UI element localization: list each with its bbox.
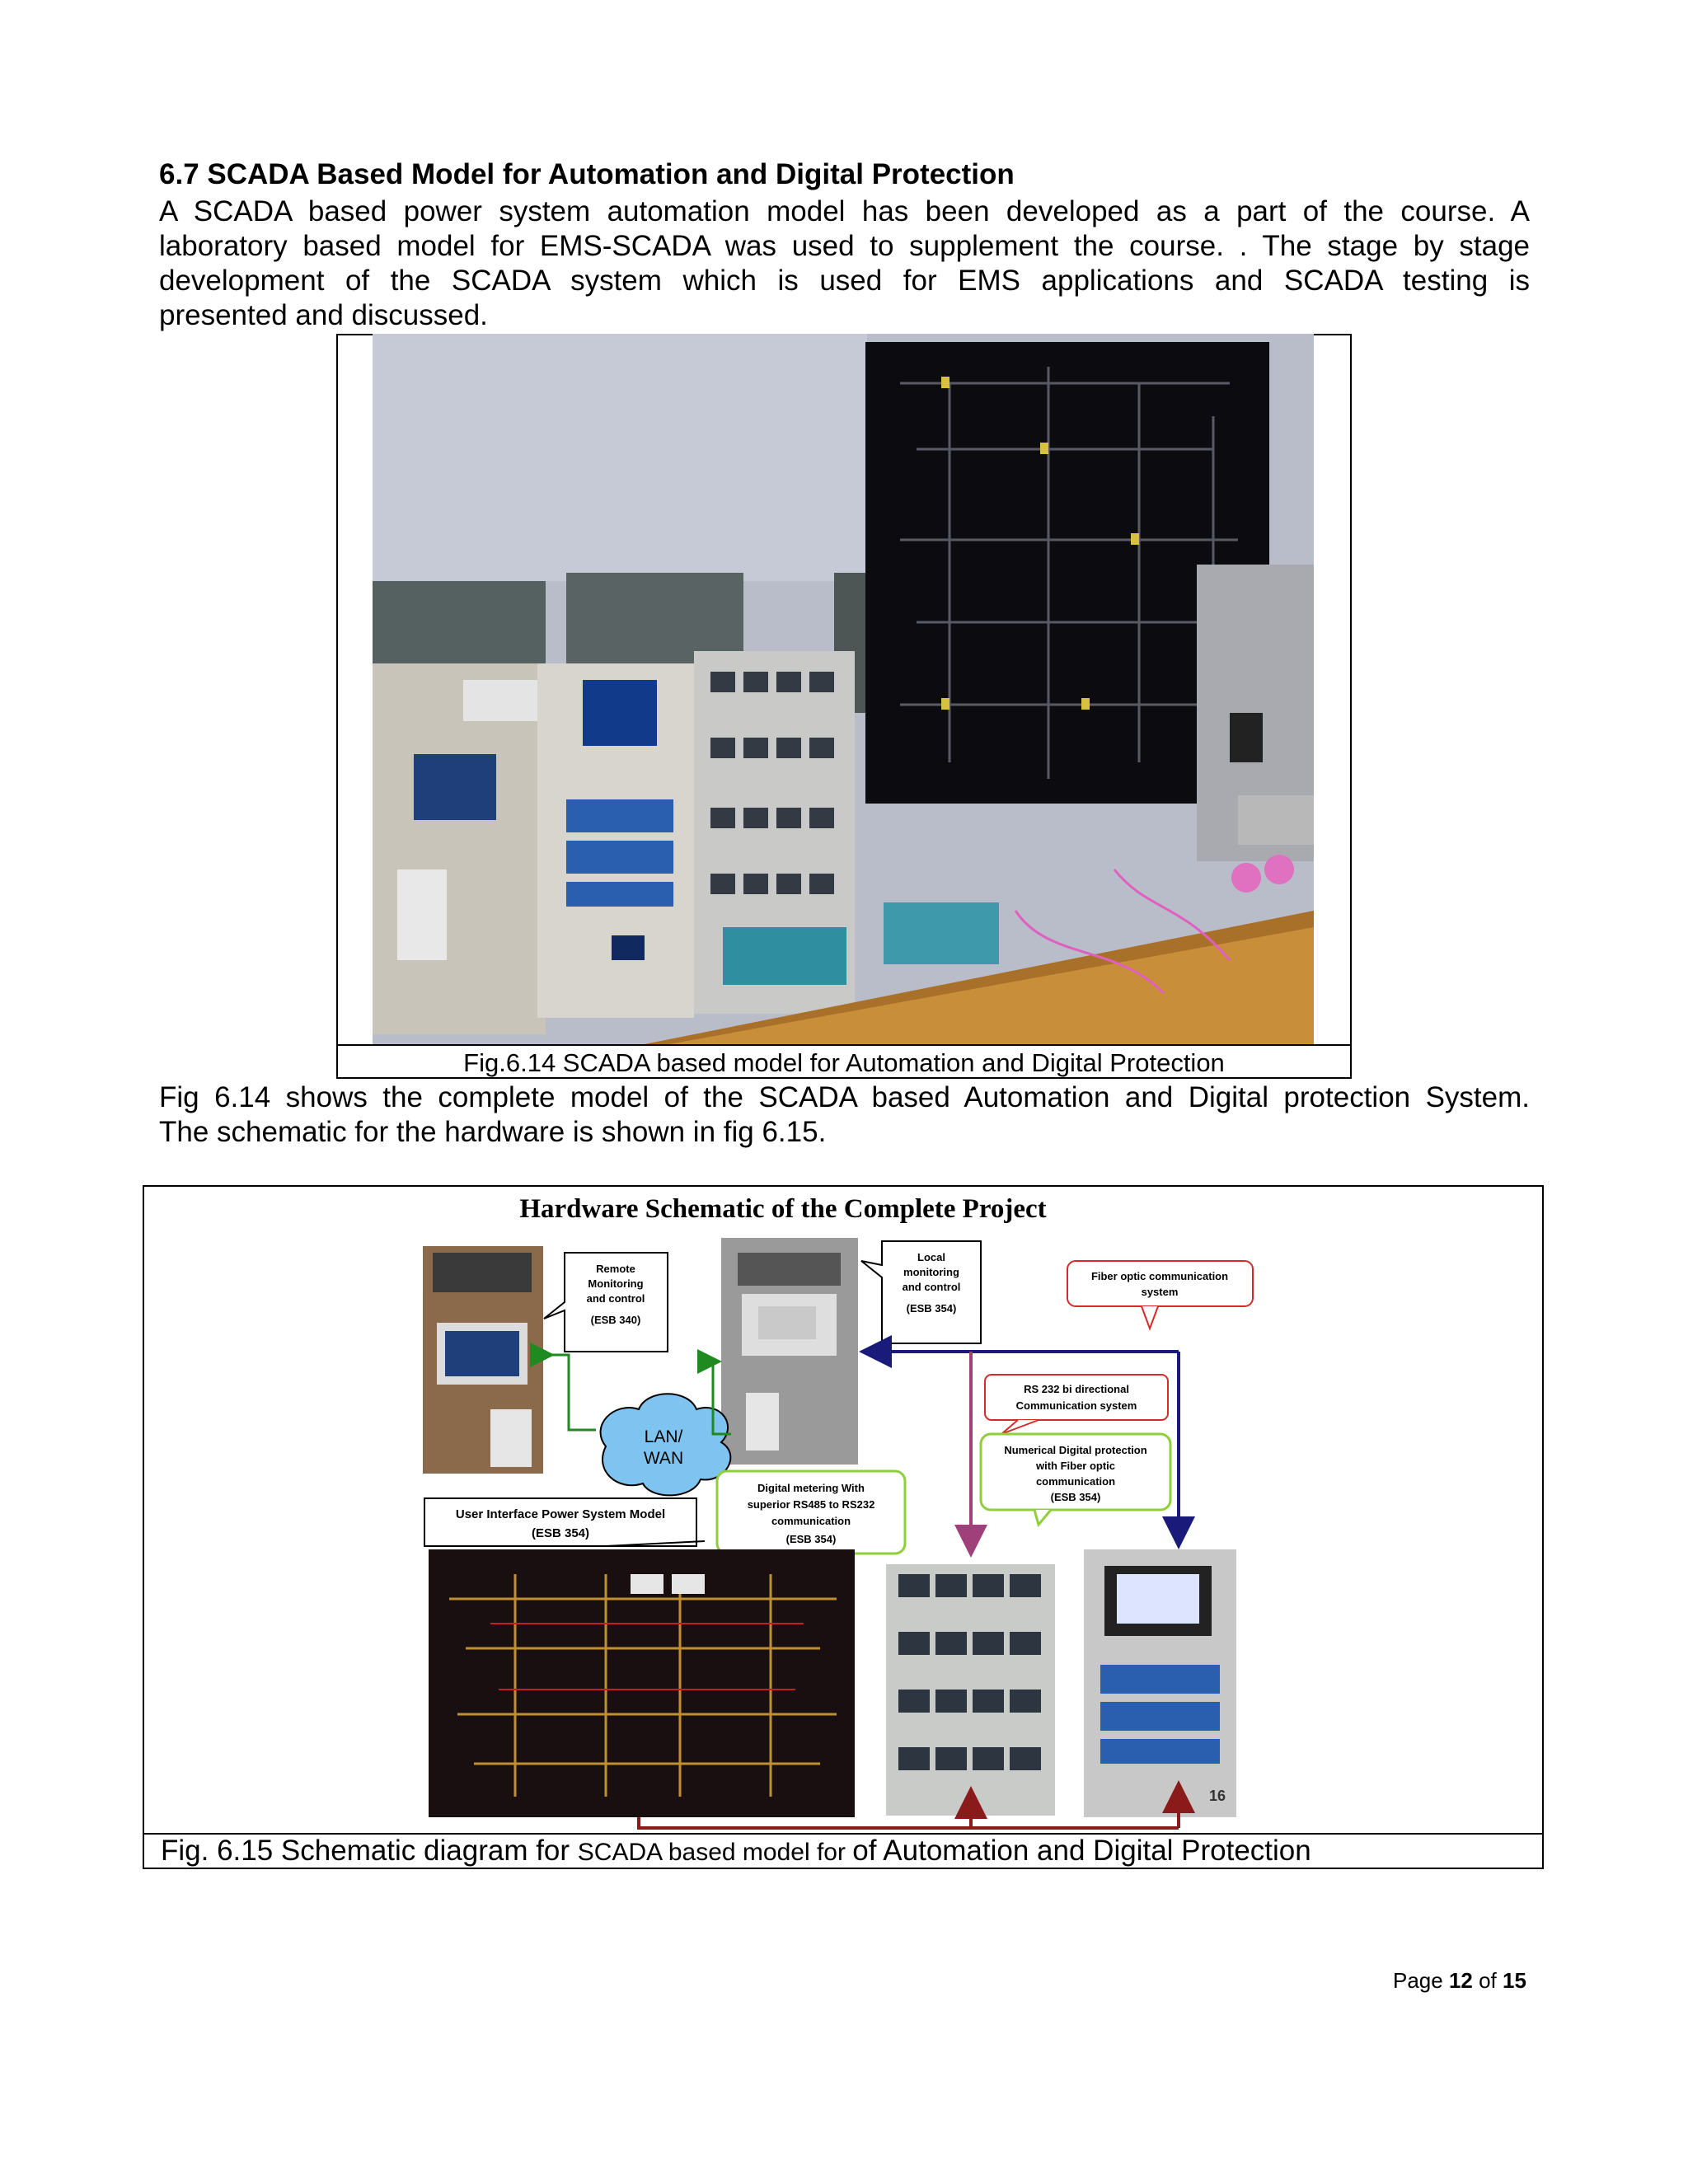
intro-line: development of the SCADA system which is used for EMS applications and SCADA testing is bbox=[159, 265, 1530, 297]
body-line: Fig 6.14 shows the complete model of the SCADA based Automation and Digital protection System. bbox=[159, 1081, 1530, 1113]
caption-part: SCADA based model for bbox=[577, 1839, 853, 1866]
remote-label-line: (ESB 340) bbox=[590, 1314, 641, 1326]
power-system-mimic-photo bbox=[429, 1549, 855, 1817]
local-label-line: (ESB 354) bbox=[906, 1302, 957, 1315]
intro-paragraph bbox=[159, 194, 1530, 333]
intro-line: presented and discussed. bbox=[159, 299, 488, 331]
remote-label-line: Remote bbox=[596, 1263, 635, 1275]
numerical-label-line: Numerical Digital protection bbox=[1004, 1444, 1147, 1456]
section-heading: 6.7 SCADA Based Model for Automation and Digital Protection bbox=[159, 158, 1015, 190]
local-label-line: and control bbox=[902, 1281, 961, 1293]
rs232-label-line: Communication system bbox=[1015, 1399, 1137, 1412]
metering-label-line: superior RS485 to RS232 bbox=[747, 1498, 875, 1511]
ui-label-line: User Interface Power System Model bbox=[455, 1507, 666, 1521]
slide-number: 16 bbox=[1209, 1788, 1226, 1804]
caption-part: of Automation and Digital Protection bbox=[852, 1835, 1311, 1867]
numerical-label-line: (ESB 354) bbox=[1050, 1491, 1101, 1503]
digital-metering-callout bbox=[717, 1471, 905, 1554]
rs232-label-line: RS 232 bi directional bbox=[1024, 1383, 1129, 1395]
page-total: 15 bbox=[1503, 1968, 1526, 1993]
fiber-optic-callout bbox=[1067, 1261, 1253, 1329]
scada-lab-photo bbox=[373, 334, 1314, 1044]
figure-6-14-caption: Fig.6.14 SCADA based model for Automation and Digital Protection bbox=[463, 1048, 1225, 1077]
page-prefix: Page bbox=[1393, 1968, 1449, 1993]
numerical-label-line: communication bbox=[1035, 1475, 1116, 1488]
digital-meter-panel-photo bbox=[886, 1564, 1055, 1816]
wan-label: WAN bbox=[643, 1449, 684, 1468]
scada-lab-photo-illustration bbox=[373, 334, 1314, 1044]
metering-label-line: (ESB 354) bbox=[785, 1533, 837, 1545]
fiber-label-line: system bbox=[1141, 1286, 1179, 1298]
metering-label-line: Digital metering With bbox=[757, 1482, 865, 1494]
figure-6-15-caption bbox=[161, 1835, 1311, 1868]
numerical-protection-callout bbox=[981, 1434, 1170, 1525]
metering-label-line: communication bbox=[771, 1515, 851, 1527]
caption-part: Fig. 6.15 Schematic diagram for bbox=[161, 1835, 578, 1867]
fiber-label-line: Fiber optic communication bbox=[1090, 1270, 1229, 1282]
numerical-label-line: with Fiber optic bbox=[1035, 1460, 1116, 1472]
figure-6-14-caption-divider bbox=[336, 1044, 1352, 1046]
remote-label-line: and control bbox=[586, 1292, 645, 1305]
protection-cabinet-photo bbox=[1084, 1549, 1236, 1817]
local-label-line: Local bbox=[917, 1251, 945, 1263]
local-label-line: monitoring bbox=[903, 1266, 959, 1278]
lan-label: LAN/ bbox=[644, 1427, 683, 1446]
local-monitoring-callout bbox=[861, 1241, 981, 1343]
ui-label-line: (ESB 354) bbox=[531, 1526, 590, 1540]
intro-line: laboratory based model for EMS-SCADA was used to supplement the course. . The stage by stage bbox=[159, 230, 1530, 262]
page-number bbox=[1393, 1968, 1526, 1994]
schematic-title: Hardware Schematic of the Complete Project bbox=[519, 1194, 1047, 1224]
intro-line: A SCADA based power system automation model has been developed as a part of the course. A bbox=[159, 195, 1530, 227]
remote-computer-photo bbox=[423, 1246, 543, 1474]
page-current: 12 bbox=[1448, 1968, 1473, 1993]
body-line: The schematic for the hardware is shown in fig 6.15. bbox=[159, 1116, 827, 1148]
lan-wan-cloud bbox=[601, 1394, 731, 1495]
body-paragraph bbox=[159, 1080, 1530, 1150]
remote-label-line: Monitoring bbox=[588, 1277, 644, 1290]
hardware-schematic-diagram bbox=[144, 1187, 1542, 1833]
ui-model-label bbox=[424, 1498, 705, 1546]
remote-monitoring-callout bbox=[544, 1253, 668, 1352]
page-mid: of bbox=[1472, 1968, 1503, 1993]
rs232-callout bbox=[985, 1375, 1168, 1434]
local-computer-photo bbox=[721, 1238, 858, 1465]
